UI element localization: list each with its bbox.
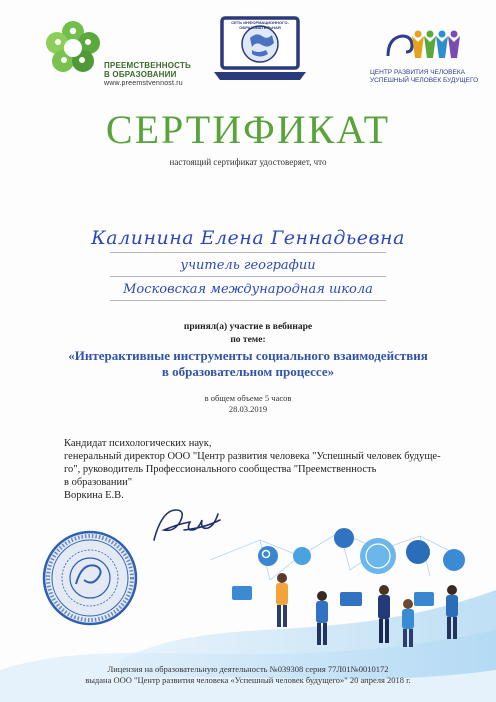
participation-text: принял(а) участие в вебинаре xyxy=(183,322,313,332)
signer-block xyxy=(64,437,464,502)
signer-name: Воркина Е.В. xyxy=(64,490,124,501)
success-people-logo-text xyxy=(370,69,478,85)
name-underline xyxy=(110,252,386,253)
recipient-name: Калинина Елена Геннадьевна xyxy=(91,227,405,249)
recipient-position: учитель географии xyxy=(180,258,316,273)
recipient-school: Московская международная школа xyxy=(123,282,373,297)
logo-right-line1: ЦЕНТР РАЗВИТИЯ ЧЕЛОВЕКА xyxy=(370,69,465,76)
round-stamp xyxy=(40,528,140,628)
certificate-title: СЕРТИФИКАТ xyxy=(105,107,391,152)
board-icon xyxy=(340,592,362,606)
signer-line4: в образовании" xyxy=(64,477,133,488)
signer-line2: генеральный директор ООО "Центр развития человека "Успешный человек будуще- xyxy=(64,451,441,462)
message-icon xyxy=(443,549,465,571)
topic-label: по теме: xyxy=(230,335,266,345)
logo-center-arc-text: СЕТЬ ИНФОРМАЦИОННОГО-ОБРАЗОВАТЕЛЬНАЯ xyxy=(231,20,289,30)
logo-left-line1: ПРЕЕМСТВЕННОСТЬ xyxy=(104,61,191,70)
logo-right-line2: УСПЕШНЫЙ ЧЕЛОВЕК БУДУЩЕГО xyxy=(370,77,479,84)
topic-line2: в образовательном процессе» xyxy=(161,364,335,379)
share-icon xyxy=(293,547,311,565)
license-line2: выдана ООО "Центр развития человека «Успешный человек будущего»" 20 апреля 2018 г. xyxy=(85,675,411,685)
position-underline xyxy=(110,276,386,277)
certificate-subtitle: настоящий сертификат удостоверяет, что xyxy=(169,157,327,167)
logo-left-url: www.preemstvennost.ru xyxy=(104,80,183,87)
license-line1: Лицензия на образовательную деятельность №039308 серия 77Л01№0010172 xyxy=(107,664,389,674)
signer-line1: Кандидат психологических наук, xyxy=(64,438,212,449)
group-icon xyxy=(406,540,430,564)
certificate-date: 28.03.2019 xyxy=(228,404,268,414)
topic-line1: «Интерактивные инструменты социального взаимодействия xyxy=(68,348,428,363)
signer-line3: го", руководитель Профессионального сообщества "Преемственность xyxy=(64,464,377,475)
school-underline xyxy=(110,300,386,301)
preemstvennost-logo-text xyxy=(104,61,191,88)
webinar-topic xyxy=(40,348,456,380)
logo-left-line2: В ОБРАЗОВАНИИ xyxy=(104,70,177,79)
book-icon xyxy=(414,592,434,606)
people-icon xyxy=(334,528,354,548)
hours-text: в общем объеме 5 часов xyxy=(204,393,292,403)
preemstvennost-logo xyxy=(42,18,104,76)
laptop-icon xyxy=(232,586,252,600)
success-people-logo xyxy=(384,26,464,70)
license-text xyxy=(0,664,496,686)
